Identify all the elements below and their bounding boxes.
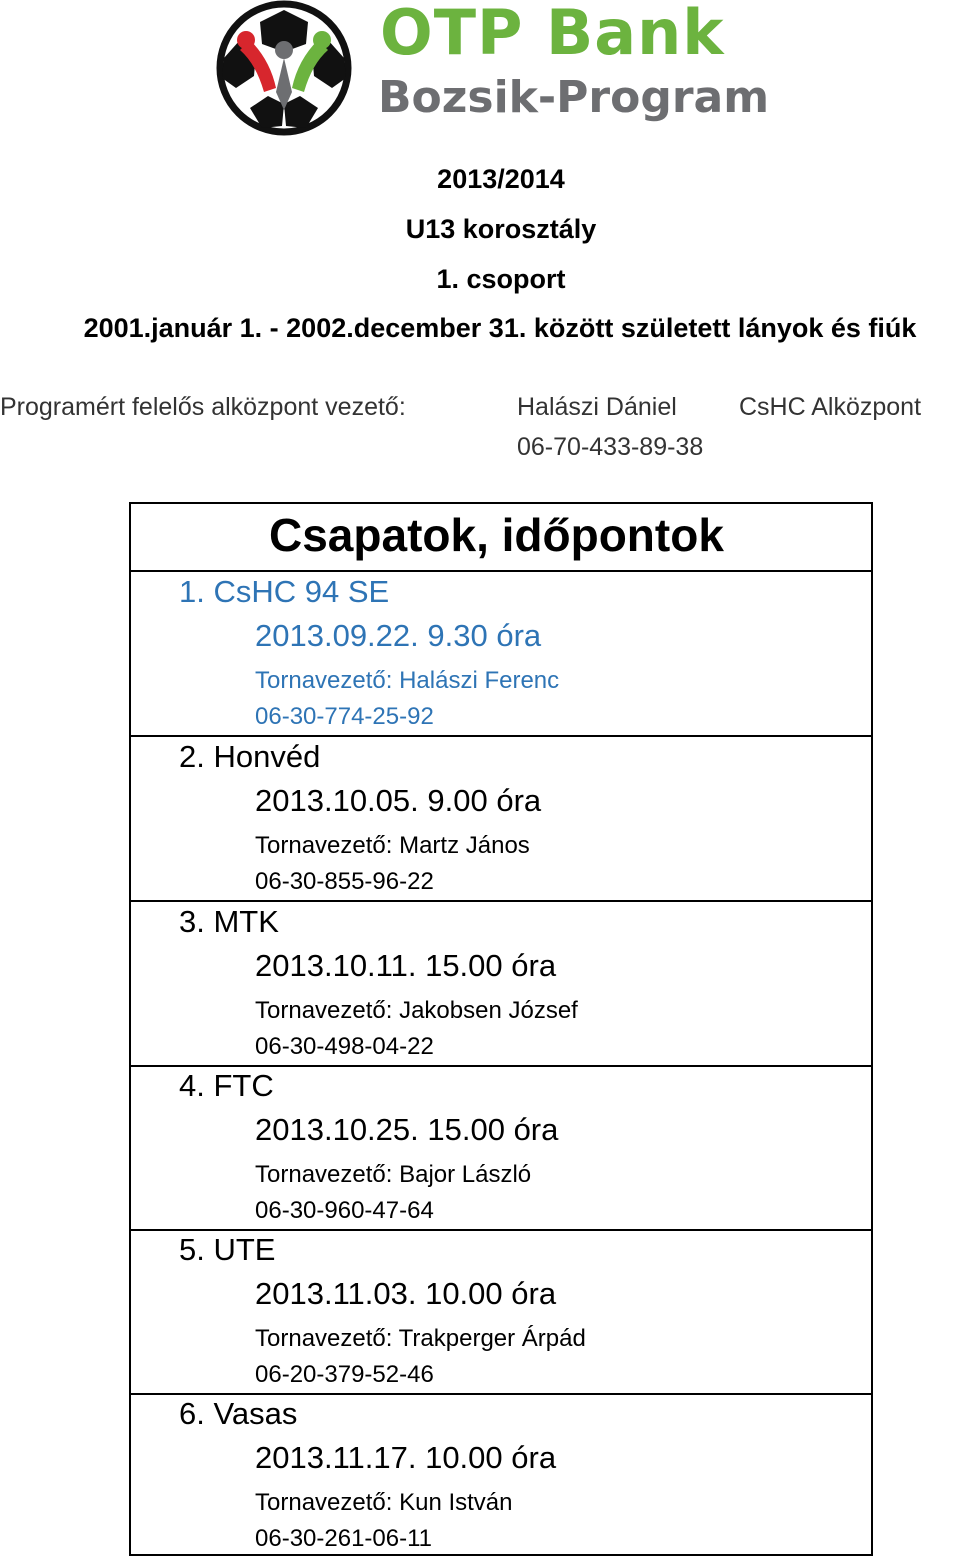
team-row: [131, 572, 871, 737]
football-emblem-icon: [210, 0, 360, 140]
team-row: [131, 1230, 871, 1395]
team-phone: 06-30-498-04-22: [255, 1033, 434, 1060]
team-phone: 06-20-379-52-46: [255, 1361, 434, 1388]
otp-bozsik-logo: [210, 0, 810, 140]
age-group-heading: U13 korosztály: [405, 214, 597, 244]
team-name: 6. Vasas: [179, 1396, 298, 1431]
season-heading: 2013/2014: [437, 164, 565, 194]
team-name: 3. MTK: [179, 904, 279, 939]
team-leader: Tornavezető: Jakobsen József: [255, 997, 578, 1024]
team-date: 2013.10.05. 9.00 óra: [255, 783, 542, 818]
team-phone: 06-30-774-25-92: [255, 703, 434, 730]
program-lead-phone: 06-70-433-89-38: [517, 433, 704, 461]
team-date: 2013.11.03. 10.00 óra: [255, 1276, 557, 1311]
team-row: [131, 737, 871, 902]
team-date: 2013.11.17. 10.00 óra: [255, 1440, 557, 1475]
team-leader: Tornavezető: Martz János: [255, 832, 530, 859]
team-name: 2. Honvéd: [179, 739, 321, 774]
birth-range-heading: 2001.január 1. - 2002.december 31. között született lányok és fiúk: [83, 313, 917, 343]
team-date: 2013.10.25. 15.00 óra: [255, 1112, 559, 1147]
team-phone: 06-30-261-06-11: [255, 1525, 433, 1552]
logo-subtitle: Bozsik-Program: [378, 72, 770, 123]
program-lead-center: CsHC Alközpont: [739, 393, 922, 421]
program-lead-name: Halászi Dániel: [517, 393, 677, 421]
team-phone: 06-30-960-47-64: [255, 1197, 434, 1224]
team-row: [131, 1066, 871, 1231]
team-leader: Tornavezető: Trakperger Árpád: [255, 1325, 586, 1352]
team-name: 1. CsHC 94 SE: [179, 574, 390, 609]
team-date: 2013.09.22. 9.30 óra: [255, 618, 542, 653]
team-row: [131, 1394, 871, 1556]
teams-table: [129, 502, 873, 1556]
group-heading: 1. csoport: [436, 264, 566, 294]
team-leader: Tornavezető: Halászi Ferenc: [255, 667, 560, 694]
program-lead-label: Programért felelős alközpont vezető:: [0, 393, 406, 421]
table-title-cell: [131, 504, 871, 572]
table-title: Csapatok, időpontok: [269, 509, 724, 561]
team-row: [131, 902, 871, 1067]
team-leader: Tornavezető: Kun István: [255, 1489, 513, 1516]
team-name: 4. FTC: [179, 1068, 274, 1103]
team-date: 2013.10.11. 15.00 óra: [255, 948, 557, 983]
team-name: 5. UTE: [179, 1232, 276, 1267]
team-leader: Tornavezető: Bajor László: [255, 1161, 532, 1188]
team-phone: 06-30-855-96-22: [255, 868, 434, 895]
logo-title: OTP Bank: [380, 0, 725, 69]
